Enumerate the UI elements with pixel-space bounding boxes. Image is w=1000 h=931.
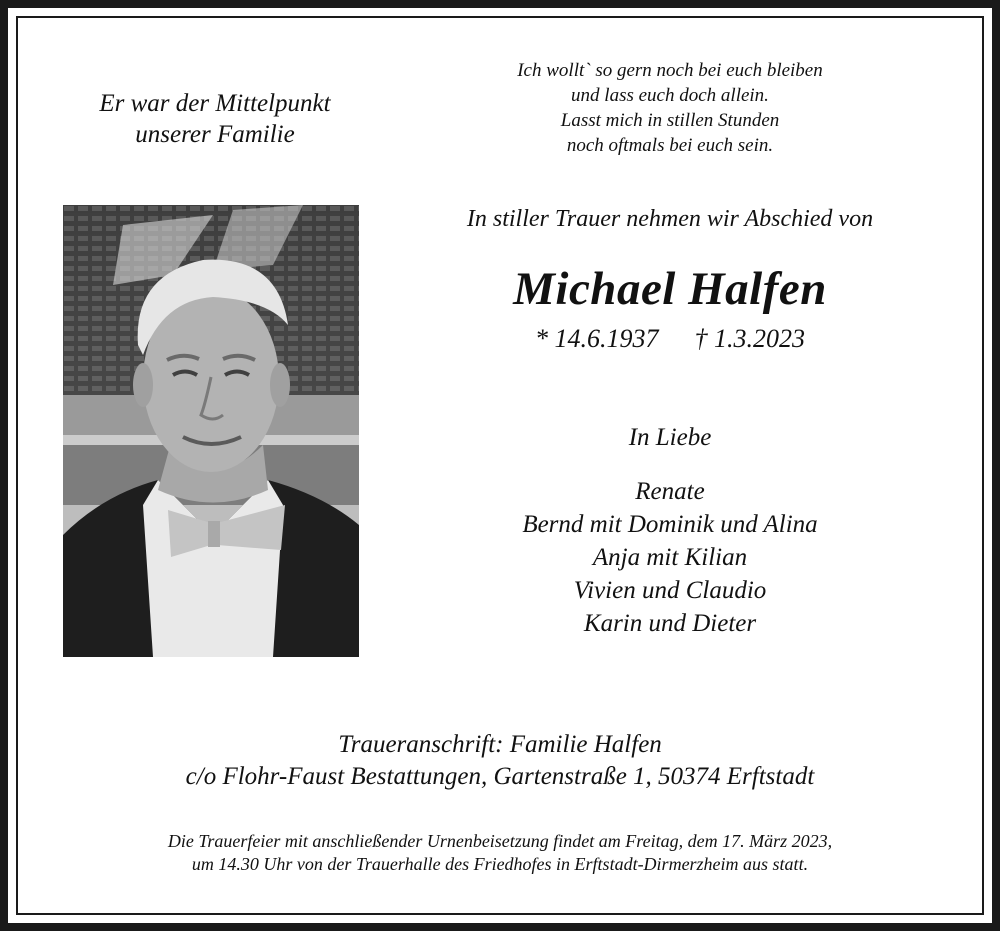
family-member: Renate xyxy=(635,478,705,505)
life-dates xyxy=(420,324,920,354)
ceremony-line: um 14.30 Uhr von der Trauerhalle des Friedhofes in Erftstadt-Dirmerzheim aus statt. xyxy=(191,854,809,874)
mourning-address xyxy=(100,729,900,793)
farewell-announcement: In stiller Trauer nehmen wir Abschied von xyxy=(466,206,874,232)
poem-line: und lass euch doch allein. xyxy=(571,85,769,106)
motto-line: Er war der Mittelpunkt xyxy=(99,90,331,117)
family-member: Bernd mit Dominik und Alina xyxy=(522,511,818,538)
portrait-illustration xyxy=(63,205,359,657)
ceremony-details xyxy=(40,830,960,876)
deceased-name: Michael Halfen xyxy=(513,263,827,315)
death-date: † 1.3.2023 xyxy=(694,324,805,353)
address-line: c/o Flohr-Faust Bestattungen, Gartenstraße 1, 50374 Erftstadt xyxy=(185,763,815,790)
poem xyxy=(450,58,890,158)
family-list xyxy=(420,475,920,640)
poem-line: Lasst mich in stillen Stunden xyxy=(560,110,780,131)
ceremony-line: Die Trauerfeier mit anschließender Urnenbeisetzung findet am Freitag, dem 17. März 2023, xyxy=(167,831,833,851)
motto xyxy=(40,88,390,150)
family-member: Karin und Dieter xyxy=(583,610,757,637)
family-member: Vivien und Claudio xyxy=(573,577,767,604)
poem-line: Ich wollt` so gern noch bei euch bleiben xyxy=(517,60,823,81)
birth-date: * 14.6.1937 xyxy=(535,324,659,353)
family-member: Anja mit Kilian xyxy=(592,544,748,571)
portrait-photo xyxy=(63,205,359,657)
in-love-heading: In Liebe xyxy=(628,424,712,451)
poem-line: noch oftmals bei euch sein. xyxy=(566,135,774,156)
address-line: Traueranschrift: Familie Halfen xyxy=(338,731,662,758)
motto-line: unserer Familie xyxy=(135,121,295,148)
